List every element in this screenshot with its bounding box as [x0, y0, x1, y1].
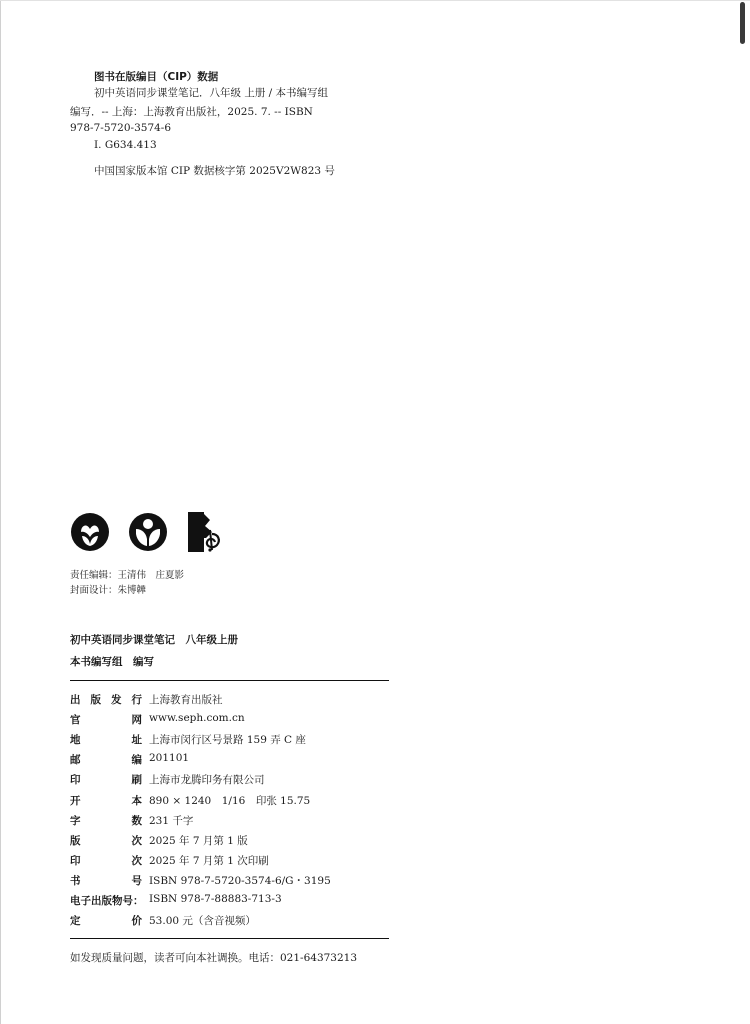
info-value: 231 千字 [149, 814, 194, 827]
cip-line: 编写．-- 上海：上海教育出版社，2025. 7. -- ISBN [70, 106, 313, 118]
info-value: ISBN 978-7-88883-713-3 [149, 893, 282, 905]
cover-designer-name: 朱博韡 [117, 585, 147, 596]
info-label-char: 地 [70, 734, 81, 747]
info-label-char: 发 [111, 694, 122, 706]
scrollbar-thumb[interactable] [740, 2, 745, 44]
info-label-char: 编 [131, 754, 142, 767]
divider-bottom [70, 938, 389, 939]
info-label-char: 字 [70, 814, 81, 827]
info-value: 201101 [149, 752, 190, 765]
info-label [70, 873, 142, 888]
info-value: 2025 年 7 月第 1 版 [149, 834, 248, 847]
info-value: ISBN 978-7-5720-3574-6/G・3195 [149, 874, 331, 887]
info-label [70, 833, 142, 848]
info-label-char: 印 [70, 854, 81, 867]
responsible-editor [70, 567, 184, 581]
publisher-logo-icon [70, 512, 110, 552]
info-value: 53.00 元（含音视频） [149, 915, 256, 928]
music-publisher-logo-icon [188, 512, 222, 552]
info-value: 上海教育出版社 [149, 694, 223, 706]
cip-heading: 图书在版编目（CIP）数据 [94, 71, 219, 83]
editor-names: 王清伟 庄夏影 [117, 570, 185, 581]
info-label [70, 752, 142, 767]
info-label-char: 次 [131, 834, 142, 847]
info-label [70, 793, 142, 808]
info-label-char: 号 [131, 874, 142, 887]
info-label-char: 本 [131, 794, 142, 807]
info-label-char: 址 [131, 734, 142, 747]
cip-record-number: 中国国家版本馆 CIP 数据核字第 2025V2W823 号 [94, 165, 335, 177]
info-label [70, 732, 142, 747]
info-label [70, 853, 142, 868]
cip-line: 初中英语同步课堂笔记．八年级 上册 / 本书编写组 [94, 87, 329, 99]
info-value: 上海市闵行区号景路 159 弄 C 座 [149, 734, 306, 747]
info-label-char: 版 [90, 694, 101, 706]
info-label [70, 772, 142, 787]
info-label [70, 692, 142, 707]
info-label-char: 行 [131, 694, 142, 706]
info-label-char: 次 [131, 854, 142, 867]
book-title: 初中英语同步课堂笔记 八年级上册 [70, 634, 238, 646]
quality-notice: 如发现质量问题，读者可向本社调换。电话：021-64373213 [70, 952, 358, 964]
cip-line: Ⅰ. G634.413 [94, 139, 157, 151]
page-left-edge [0, 0, 1, 1024]
page-top-edge [0, 0, 750, 1]
info-label-char: 出 [70, 694, 81, 706]
info-value: 2025 年 7 月第 1 次印刷 [149, 854, 269, 867]
cip-line: 978-7-5720-3574-6 [70, 122, 172, 134]
info-label [70, 893, 142, 908]
info-label-char: 邮 [70, 754, 81, 767]
editor-label: 责任编辑： [70, 570, 118, 581]
divider-top [70, 680, 389, 681]
info-label-char: 电子出版物号： [70, 895, 144, 907]
info-label-char: 书 [70, 874, 81, 887]
info-label-char: 开 [70, 794, 81, 807]
info-label-char: 印 [70, 774, 81, 787]
book-editor-line: 本书编写组 编写 [70, 656, 154, 668]
info-label [70, 712, 142, 727]
info-label-char: 官 [70, 714, 81, 727]
info-label-char: 版 [70, 834, 81, 847]
info-label-char: 网 [131, 714, 142, 727]
info-value: www.seph.com.cn [149, 712, 245, 725]
info-label-char: 定 [70, 915, 81, 928]
publisher-logo-2-icon [128, 512, 168, 552]
info-label-char: 价 [131, 915, 142, 928]
cover-label: 封面设计： [70, 585, 118, 596]
info-label-char: 数 [131, 814, 142, 827]
info-label [70, 813, 142, 828]
info-value: 上海市龙腾印务有限公司 [149, 774, 265, 787]
info-label [70, 913, 142, 928]
cover-designer [70, 582, 146, 596]
info-value: 890 × 1240 1/16 印张 15.75 [149, 794, 311, 807]
info-label-char: 刷 [131, 774, 142, 787]
